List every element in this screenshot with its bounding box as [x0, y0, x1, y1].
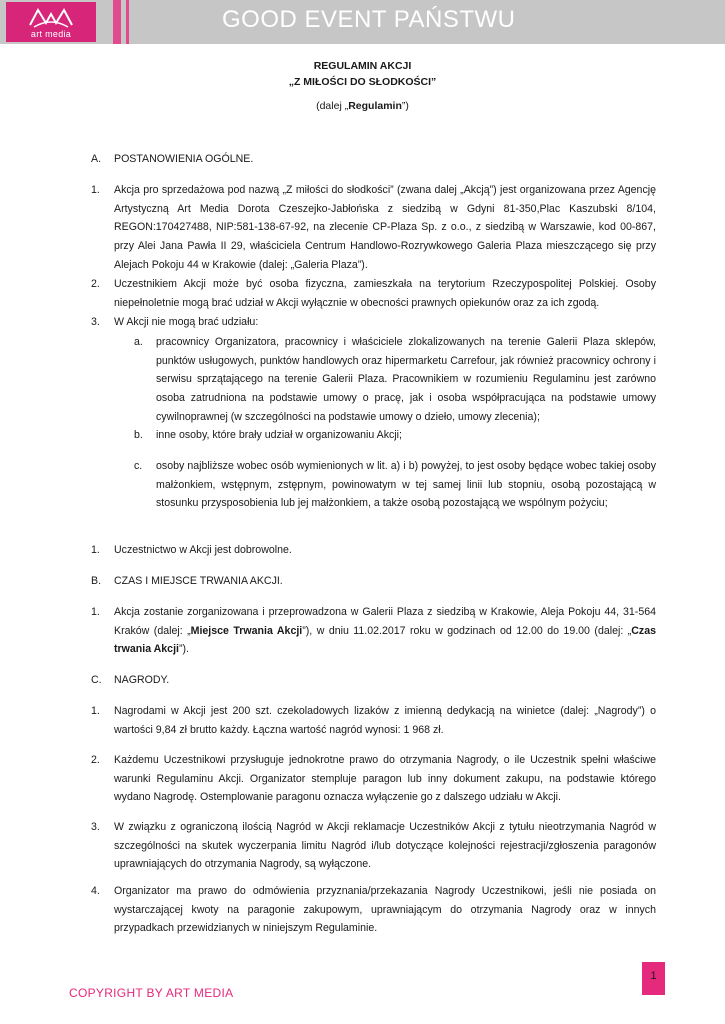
logo-text: art media [30, 29, 72, 39]
paragraph: Uczestnictwo w Akcji jest dobrowolne. [114, 544, 292, 556]
paragraph-number: 1. [91, 705, 100, 717]
section-heading: NAGRODY. [114, 674, 170, 686]
bold-term: Czas trwania Akcji [114, 624, 656, 656]
list-item: osoby najbliższe wobec osób wymienionych w lit. a) i b) powyżej, to jest osoby będące wobec takiej osoby małżonkiem, wstępnym, zstępnym, powinowatym w tej samej linii lub stopniu, osobą pozostającą w stosunku przysposobienia lub jej małżonkiem, a także osobą pozostającą we wspólnym pożyciu; [156, 460, 656, 510]
paragraph-number: 3. [91, 821, 100, 833]
paragraph-number: 2. [91, 278, 100, 290]
paragraph-number: 3. [91, 316, 100, 328]
header-accent-bar [113, 0, 121, 44]
copyright-footer: COPYRIGHT BY ART MEDIA [69, 986, 234, 1000]
paragraph: Nagrodami w Akcji jest 200 szt. czekoladowych lizaków z imienną dedykacją na winietce (dalej: „Nagrody”) o wartości 9,84 zł brutto każdy. Łączna wartość nagród wynosi: 1 968 zł. [114, 705, 656, 736]
list-letter: b. [134, 429, 143, 441]
text-run: ”). [178, 643, 189, 656]
section-letter: A. [91, 153, 102, 165]
paragraph-number: 1. [91, 544, 100, 556]
art-media-logo [6, 2, 96, 42]
section-letter: B. [91, 575, 102, 587]
paragraph-number: 4. [91, 885, 100, 897]
paragraph: Akcja pro sprzedażowa pod nazwą „Z miłości do słodkości” (zwana dalej „Akcją”) jest organizowana przez Agencję Artystyczną Art Media Dorota Czeszejko-Jabłońska z siedzibą w Gdyni 81-350,Plac Kaszubski 8/104, REGON:170427488, NIP:581-138-67-92, na zlecenie CP-Plaza Sp. z o.o., z siedzibą w Warszawie, kod 00-867, przy Alei Jana Pawła II 29, właściciela Centrum Handlowo-Rozrywkowego Galeria Plaza mieszczącego się przy Alejach Pokoju 44 w Krakowie (dalej: „Galeria Plaza”). [114, 184, 656, 271]
paragraph: W związku z ograniczoną ilością Nagród w Akcji reklamacje Uczestników Akcji z tytułu nieotrzymania Nagród w szczególności na skutek wyczerpania limitu Nagród i/lub dotyczące kolejności rejestracji/zgłoszenia paragonów uprawniających do otrzymania Nagrody, są wyłączone. [114, 821, 656, 871]
document-title: REGULAMIN AKCJI [313, 60, 412, 72]
header-title: GOOD EVENT PAŃSTWU [222, 6, 516, 33]
alias-prefix: (dalej „ [316, 100, 349, 112]
section-heading: POSTANOWIENIA OGÓLNE. [114, 153, 254, 165]
list-letter: c. [134, 460, 143, 472]
paragraph-number: 2. [91, 754, 100, 766]
page-number: 1 [650, 970, 657, 982]
text-run: Akcja zostanie zorganizowana i przeprowadzona w Galerii Plaza z siedzibą w Krakowie, Aleja Pokoju 44, 31-564 Kraków (dalej: „ [114, 606, 656, 637]
bold-term: Miejsce Trwania Akcji [190, 624, 303, 637]
paragraph-number: 1. [91, 184, 100, 196]
text-run: ”), w dniu 11.02.2017 roku w godzinach od 12.00 do 19.00 (dalej: „ [302, 624, 632, 637]
paragraph [114, 603, 656, 659]
alias-suffix: ”) [401, 100, 409, 112]
list-item: pracownicy Organizatora, pracownicy i właściciele zlokalizowanych na terenie Galerii Plaza sklepów, punktów usługowych, punktów handlowych oraz hipermarketu Carrefour, jak również pracownicy ochrony i serwisu sprzątającego na terenie Galerii Plaza. Pracownikiem w rozumieniu Regulaminu jest zarówno osoba zatrudniona na podstawie umowy o pracę, jak i osoba współpracująca na podstawie umowy cywilnoprawnej (w szczególności na podstawie umowy o dzieło, umowy zlecenia); [156, 336, 656, 423]
section-letter: C. [91, 674, 102, 686]
roof-swoosh-icon [28, 5, 74, 29]
document-subtitle: „Z MIŁOŚCI DO SŁODKOŚCI” [288, 76, 437, 88]
paragraph: Uczestnikiem Akcji może być osoba fizyczna, zamieszkała na terytorium Rzeczypospolitej Polskiej. Osoby niepełnoletnie mogą brać udział w Akcji wyłącznie w obecności prawnych opiekunów oraz za ich zgodą. [114, 278, 656, 309]
list-item: inne osoby, które brały udział w organizowaniu Akcji; [156, 429, 402, 441]
page-number-box [642, 962, 665, 995]
page-header [0, 0, 725, 44]
header-accent-bar-thin [126, 0, 129, 44]
paragraph-number: 1. [91, 606, 100, 618]
paragraph: Organizator ma prawo do odmówienia przyznania/przekazania Nagrody Uczestnikowi, jeśli nie posiada on wystarczającej kwoty na paragonie zakupowym, uprawniającym do otrzymania Nagrody oraz w innych przypadkach przewidzianych w niniejszym Regulaminie. [114, 885, 656, 935]
paragraph: W Akcji nie mogą brać udziału: [114, 316, 259, 328]
paragraph: Każdemu Uczestnikowi przysługuje jednokrotne prawo do otrzymania Nagrody, o ile Uczestnik spełni właściwe warunki Regulaminu Akcji. Organizator stempluje paragon lub inny dokument zakupu, na podstawie którego wydano Nagrodę. Ostemplowanie paragonu oznacza wyłączenie go z dalszego udziału w Akcji. [114, 754, 656, 804]
section-heading: CZAS I MIEJSCE TRWANIA AKCJI. [114, 575, 283, 587]
list-letter: a. [134, 336, 143, 348]
document-alias [0, 100, 725, 112]
alias-name: Regulamin [348, 100, 402, 112]
